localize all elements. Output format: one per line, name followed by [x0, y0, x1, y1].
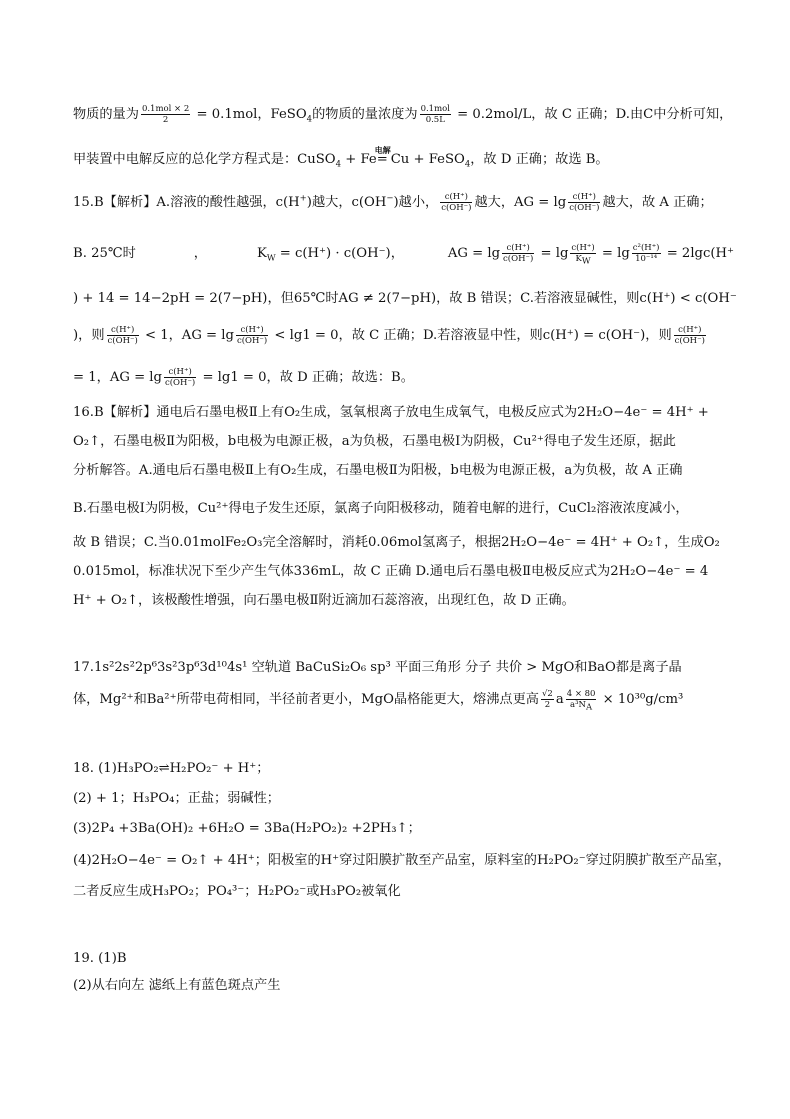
text-span: 16.B【解析】通电后石墨电极Ⅱ上有O₂生成，氢氧根离子放电生成氧气，电极反应式为2H₂O−4e⁻ = 4H⁺ + — [73, 405, 709, 420]
text-span: 物质的量为 — [73, 107, 139, 122]
fraction — [420, 104, 451, 125]
text-span: ， — [193, 246, 207, 261]
text-span: < lg1 = 0，故 C 正确；D.若溶液显中性，则c(H⁺) = c(OH⁻)，则 — [270, 328, 672, 343]
fraction — [674, 325, 706, 346]
fraction — [164, 367, 196, 388]
text-span: (2)从右向左 滤纸上有蓝色斑点产生 — [73, 978, 281, 993]
text-span: = c(H⁺) · c(OH⁻)， — [275, 246, 404, 261]
denominator: $K_W$ — [575, 254, 591, 267]
text-span: 故 B 错误；C.当0.01molFe₂O₃完全溶解时，消耗0.06mol氢离子，根据2H₂O−4e⁻ = 4H⁺ + O₂↑，生成O₂ — [73, 535, 720, 550]
numerator: c(H⁺) — [164, 367, 196, 378]
denominator: $a^3N_A$ — [570, 700, 593, 713]
p15-line5 — [73, 367, 414, 388]
denominator: 2 — [162, 115, 169, 125]
p18-line5 — [73, 883, 401, 901]
p19-line1 — [73, 950, 127, 968]
fraction — [502, 243, 534, 264]
text-span: = 2lgc(H⁺ — [662, 246, 734, 261]
p15-line1: 15.B【解析】A.溶液的酸性越强，c(H+)越大，c(OH−)越小， $\frac{c(H^+)}{c(OH^-)}$ 越大，AG = lg $\frac{c(H^+)}{c(OH^-)}$ 越大，故 A 正确； — [73, 192, 713, 213]
text-span: 的物质的量浓度为 — [312, 107, 418, 122]
fraction — [632, 243, 661, 264]
numerator: c(H⁺) — [440, 192, 472, 203]
numerator: c(H⁺) — [571, 243, 595, 253]
numerator: c(H⁺) — [502, 243, 534, 254]
text-span: 17.1s²2s²2p⁶3s²3p⁶3d¹⁰4s¹ 空轨道 BaCuSi₂O₆ sp³ 平面三角形 分子 共价 > MgO和BaO都是离子晶 — [73, 660, 682, 675]
text-span: 越大，故 A 正确； — [602, 195, 713, 210]
p16-line2 — [73, 433, 676, 451]
text-span: 分析解答。A.通电后石墨电极Ⅱ上有O₂生成，石墨电极Ⅱ为阳极，b电极为电源正极，a为负极，故 A 正确 — [73, 463, 683, 478]
text-span: H⁺ + O₂↑，该极酸性增强，向石墨电极Ⅱ附近滴加石蕊溶液，出现红色，故 D 正确。 — [73, 593, 575, 608]
text-span: 二者反应生成H₃PO₂；PO₄³⁻；H₂PO₂⁻或H₃PO₂被氧化 — [73, 884, 401, 899]
text-span: ，故 D 正确；故选 B。 — [470, 152, 609, 167]
text-span: 0.015mol，标准状况下至少产生气体336mL，故 C 正确 D.通电后石墨电极Ⅱ电极反应式为2H₂O−4e⁻ = 4 — [73, 564, 709, 579]
numerator: 0.1mol × 2 — [141, 104, 190, 114]
fraction — [568, 192, 600, 213]
text-span: )越小， — [393, 195, 439, 210]
fraction — [107, 325, 139, 346]
text-span: )，则 — [73, 328, 105, 343]
text-span: AG = lg — [447, 246, 501, 261]
text-span: a³N — [570, 700, 586, 710]
fraction — [541, 689, 554, 710]
text-span: 越大，AG = lg — [474, 195, 567, 210]
text-span: (3)2P₄ +3Ba(OH)₂ +6H₂O = 3Ba(H₂PO₂)₂ +2PH₃↑； — [73, 821, 421, 836]
denominator: c(OH⁻) — [236, 336, 268, 346]
denominator: c(OH⁻) — [503, 254, 534, 264]
text-span: )越大，c(OH — [306, 195, 387, 210]
text-span: 15.B【解析】A.溶液的酸性越强，c(H — [73, 195, 300, 210]
p18-line2 — [73, 790, 280, 808]
p16-line3 — [73, 462, 682, 480]
numerator: c(H⁺) — [674, 325, 706, 336]
denominator: 0.5L — [425, 115, 445, 125]
denominator: c(OH⁻) — [164, 378, 196, 388]
text-span: 甲装置中电解反应的总化学方程式是：CuSO — [73, 152, 336, 167]
text-span: = lg — [597, 246, 630, 261]
p14-line2: 甲装置中电解反应的总化学方程式是：CuSO$_4$ + Fe 电解 = Cu + FeSO$_4$，故 D 正确；故选 B。 — [73, 151, 609, 169]
numerator: c(H⁺) — [107, 325, 139, 336]
p19-line2 — [73, 977, 281, 995]
text-span: 18. (1)H₃PO₂⇌H₂PO₂⁻ + H⁺； — [73, 761, 270, 776]
p16-line5 — [73, 534, 720, 552]
text-span: < 1，AG = lg — [140, 328, 234, 343]
numerator: 4 × 80 — [566, 689, 596, 699]
p15-line4 — [73, 325, 708, 346]
text-span: K — [256, 246, 267, 261]
p18-line1 — [73, 760, 269, 778]
text-span: + Fe — [341, 152, 377, 167]
text-span: B. 25℃时 — [73, 246, 136, 261]
p16-line6 — [73, 563, 708, 581]
p14-line1: 物质的量为 $\frac{\text{0.1mol × 2}}{2}$ = 0.1mol，FeSO$_4$的物质的量浓度为 $\frac{\text{0.1mol}}{0.5L}$ = 0.2mol/L，故 C 正确；D.由C中分析可知， — [73, 104, 733, 125]
numerator: √2 — [542, 689, 553, 699]
text-span: K — [575, 254, 582, 264]
denominator: 2 — [544, 700, 551, 710]
numerator: c(H⁺) — [236, 325, 268, 336]
p17-line2 — [73, 689, 684, 713]
text-span: = 0.2mol/L，故 C 正确；D.由C中分析可知， — [452, 107, 733, 122]
text-span: ) + 14 = 14−2pH = 2(7−pH)，但65℃时AG ≠ 2(7−pH)，故 B 错误；C.若溶液显碱性，则c(H⁺) < c(OH⁻ — [73, 291, 737, 306]
text-span: × 10³⁰g/cm³ — [598, 692, 684, 707]
text-span: = 1，AG = lg — [73, 370, 162, 385]
denominator: c(OH⁻) — [569, 203, 600, 213]
electrolysis-label: 电解 — [374, 145, 391, 155]
text-span: Cu + FeSO — [390, 152, 465, 167]
text-span: 19. (1)B — [73, 951, 127, 966]
numerator: c(H⁺) — [568, 192, 600, 203]
p18-line4 — [73, 852, 731, 870]
text-span: B.石墨电极Ⅰ为阴极，Cu²⁺得电子发生还原，氯离子向阳极移动，随着电解的进行，CuCl₂溶液浓度减小， — [73, 501, 689, 516]
p15-line2: B. 25℃时 ， $K_W = c(H^+) \cdot c(OH^-)$， AG = lg $\frac{c(H^+)}{c(OH^-)}$ = lg $\frac{c(H^+)}{K_W}$ = lg $\frac{\text{c²(H⁺)}}{\text{10⁻¹⁴}}$ = 2lgc(H⁺ — [73, 243, 734, 267]
text-span: = lg1 = 0，故 D 正确；故选：B。 — [198, 370, 414, 385]
text-span: = lg — [536, 246, 569, 261]
p16-line4 — [73, 500, 689, 518]
p16-line1 — [73, 404, 709, 422]
fraction — [236, 325, 268, 346]
electrolysis-arrow: 电解 = — [377, 151, 391, 169]
denominator: c(OH⁻) — [441, 203, 472, 213]
text-span: = 0.1mol，FeSO — [192, 107, 307, 122]
text-span: 体，Mg²⁺和Ba²⁺所带电荷相同，半径前者更小，MgO晶格能更大，熔沸点更高 — [73, 692, 539, 707]
p16-line7 — [73, 592, 575, 610]
text-span: (2) + 1；H₃PO₄；正盐；弱碱性； — [73, 791, 280, 806]
text-span: a — [555, 692, 564, 707]
fraction — [440, 192, 472, 213]
text-span: O₂↑，石墨电极Ⅱ为阳极，b电极为电源正极，a为负极，石墨电极Ⅰ为阴极，Cu²⁺得电子发生还原，据此 — [73, 434, 676, 449]
denominator: 10⁻¹⁴ — [635, 254, 658, 264]
fraction — [570, 243, 595, 267]
numerator: c²(H⁺) — [632, 243, 660, 253]
text-span: (4)2H₂O−4e⁻ = O₂↑ + 4H⁺；阳极室的H⁺穿过阳膜扩散至产品室，原料室的H₂PO₂⁻穿过阴膜扩散至产品室， — [73, 853, 731, 868]
fraction — [141, 104, 190, 125]
p17-line1 — [73, 659, 682, 677]
p15-line3 — [73, 290, 737, 308]
fraction — [566, 689, 597, 713]
numerator: 0.1mol — [420, 104, 450, 114]
p18-line3 — [73, 820, 421, 838]
denominator: c(OH⁻) — [107, 336, 138, 346]
denominator: c(OH⁻) — [674, 336, 705, 346]
